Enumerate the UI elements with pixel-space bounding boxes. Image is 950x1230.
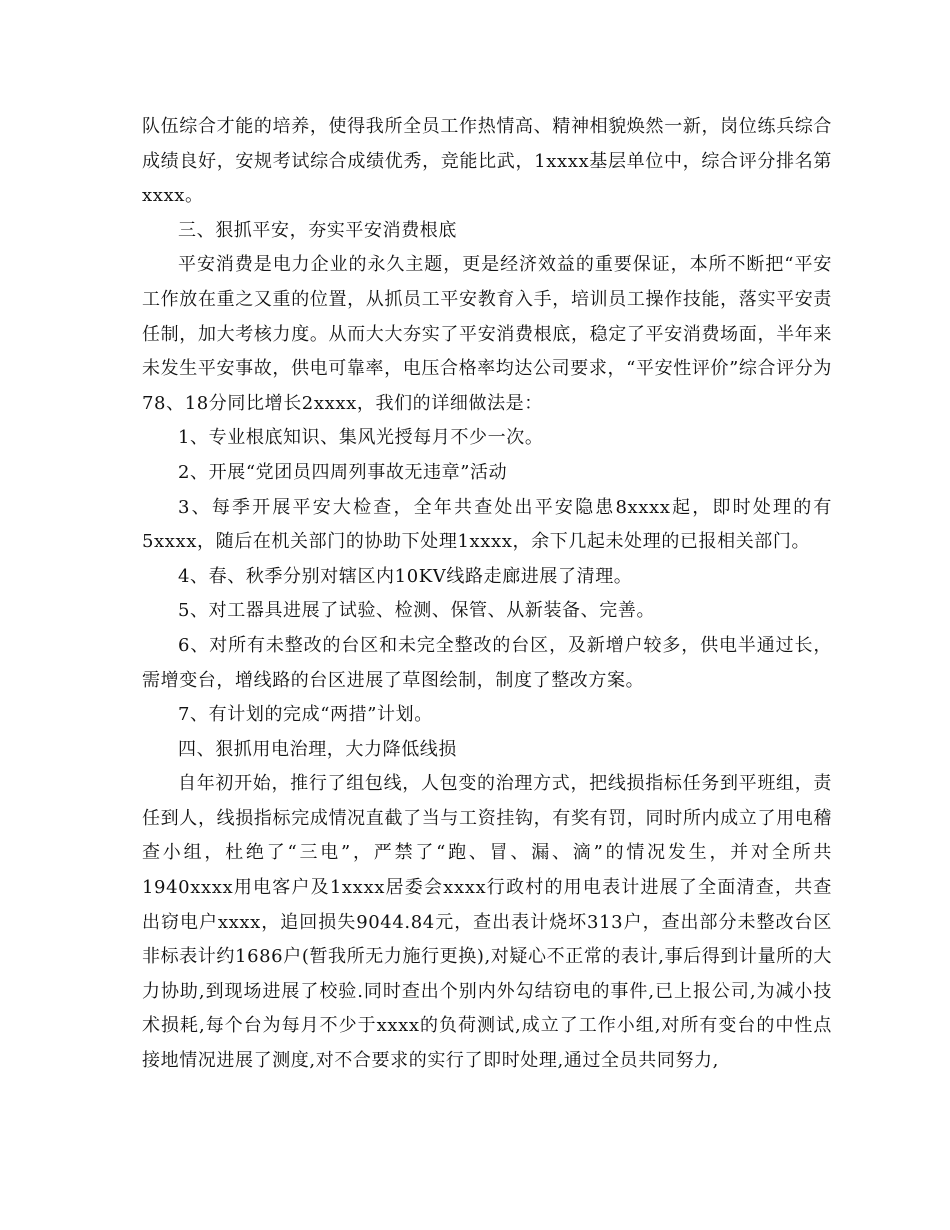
document-body [142, 110, 832, 1079]
paragraph: 自年初开始，推行了组包线，人包变的治理方式，把线损指标任务到平班组，责任到人，线损指标完成情况直截了当与工资挂钩，有奖有罚，同时所内成立了用电稽查小组，杜绝了“三电”，严禁了“跑、冒、漏、滴”的情况发生，并对全所共1940xxxx用电客户及1xxxx居委会xxxx行政村的用电表计进展了全面清查，共查出窃电户xxxx，追回损失9044.84元，查出表计烧坏313户，查出部分未整改台区非标表计约1686户(暂我所无力施行更换),对疑心不正常的表计,事后得到计量所的大力协助,到现场进展了校验.同时查出个别内外勾结窃电的事件,已上报公司,为减小技术损耗,每个台为每月不少于xxxx的负荷测试,成立了工作小组,对所有变台的中性点接地情况进展了测度,对不合要求的实行了即时处理,通过全员共同努力, [142, 773, 832, 1072]
list-item: 7、有计划的完成“两措”计划。 [178, 704, 433, 726]
list-item: 6、对所有未整改的台区和未完全整改的台区，及新增户较多，供电半通过长，需增变台，增线路的台区进展了草图绘制，制度了整改方案。 [142, 634, 832, 691]
list-item: 3、每季开展平安大检查，全年共查处出平安隐患8xxxx起，即时处理的有5xxxx，随后在机关部门的协助下处理1xxxx，余下几起未处理的已报相关部门。 [142, 496, 832, 553]
paragraph: 队伍综合才能的培养，使得我所全员工作热情高、精神相貌焕然一新，岗位练兵综合成绩良好，安规考试综合成绩优秀，竞能比武，1xxxx基层单位中，综合评分排名第xxxx。 [142, 116, 832, 207]
list-item: 2、开展“党团员四周列事故无违章”活动 [178, 461, 508, 483]
paragraph: 平安消费是电力企业的永久主题，更是经济效益的重要保证，本所不断把“平安工作放在重之又重的位置，从抓员工平安教育入手，培训员工操作技能，落实平安责任制，加大考核力度。从而大大夯实了平安消费根底，稳定了平安消费场面，半年来未发生平安事故，供电可靠率，电压合格率均达公司要求，“平安性评价”综合评分为78、18分同比增长2xxxx，我们的详细做法是： [142, 254, 832, 414]
list-item: 5、对工器具进展了试验、检测、保管、从新装备、完善。 [178, 600, 656, 622]
section-heading: 四、狠抓用电治理，大力降低线损 [178, 738, 457, 760]
list-item: 1、专业根底知识、集风光授每月不少一次。 [178, 427, 544, 449]
section-heading: 三、狠抓平安，夯实平安消费根底 [178, 219, 457, 241]
list-item: 4、春、秋季分别对辖区内10KV线路走廊进展了清理。 [178, 565, 633, 587]
